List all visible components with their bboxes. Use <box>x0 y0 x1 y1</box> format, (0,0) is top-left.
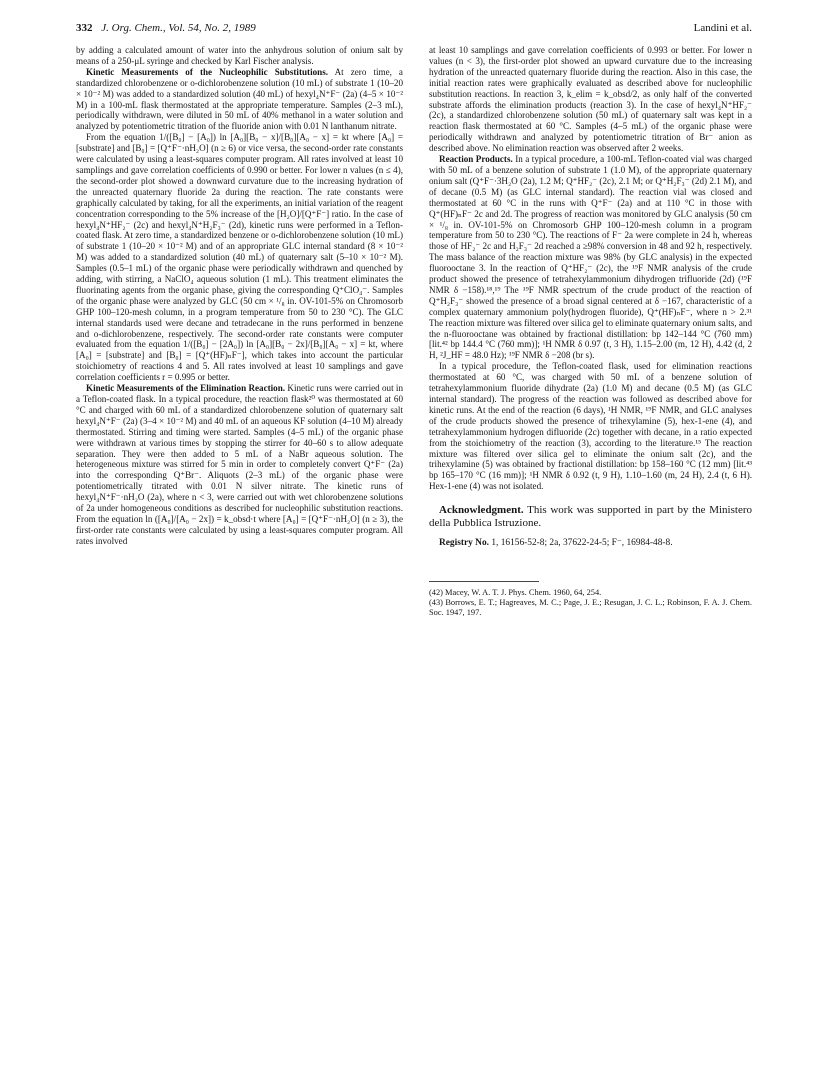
paragraph-text: At zero time, a standardized chlorobenzene or o-dichlorobenzene solution (10 mL) of substrate 1 (10–20 × 10⁻² M) was added to a standardized solution (40 mL) of hexyl₄N⁺F⁻ (2a) (4–5 × 10⁻² M) in a 100-mL flask thermostated at the appropriate temperature. Samples (2–3 mL), periodically withdrawn, were diluted in 50 mL of 40% methanol in a water solution and analyzed by potentiometric titration of the fluoride anion with 0.01 N lanthanum nitrate. <box>76 66 403 132</box>
registry-numbers <box>429 538 752 549</box>
footnote-divider <box>429 581 539 582</box>
paragraph-reaction-products <box>429 154 752 361</box>
right-column <box>429 45 752 618</box>
page-number: 332 <box>76 22 93 34</box>
section-heading: Kinetic Measurements of the Nucleophilic Substitutions. <box>86 66 329 77</box>
paragraph-nucleophilic-kinetics <box>76 67 403 132</box>
acknowledgment-text: This work was supported in part by the Ministero della Pubblica Istruzione. <box>429 504 752 530</box>
section-heading: Kinetic Measurements of the Elimination Reaction. <box>86 383 286 394</box>
acknowledgment <box>429 504 752 530</box>
left-column <box>76 45 403 547</box>
paragraph-continuation: at least 10 samplings and gave correlation coefficients of 0.993 or better. For lower n values (n < 3), the first-order plot showed an upward curvature due to the increasing hydration of the unreacted quaternary fluoride during the reaction. Also in this case, the initial reaction rates were graphically evaluated as described above for nucleophilic substitution reactions. In reaction 3, k_elim = k_obsd/2, as only half of the converted substrate affords the elimination products (reaction 3). In the case of hexyl₄N⁺HF₂⁻ (2c), a standardized chlorobenzene solution (50 mL) of quaternary salt was kept in a reaction flask thermostated at 60 °C. Samples (4–5 mL) of the organic phase were periodically withdrawn and analyzed by potentiometric titration of Br⁻ anion as described above. No elimination reaction was observed after 2 weeks. <box>429 45 752 154</box>
paragraph-rate-constants: From the equation 1/([B₀] − [A₀]) ln [A₀][B₀ − x]/[B₀][A₀ − x] = kt where [A₀] = [substrate] and [B₀] = [Q⁺F⁻·nH₂O] (n ≥ 6) or vice versa, the second-order rate constants were calculated by using a least-squares computer program. All rates involved at least 10 samplings and gave correlation coefficients of 0.990 or better. For lower n values (n ≤ 4), the second-order plot showed a downward curvature due to the increasing hydration of the unreacted quaternary fluoride 2a during the reaction. The rate constants were graphically calculated by taking, for all the experiments, an initial variation of the reagent concentration corresponding to the 5% increase of the [H₂O]/[Q⁺F⁻] ratio. In the case of hexyl₄N⁺HF₂⁻ (2c) and hexyl₄N⁺H₂F₃⁻ (2d), kinetic runs were performed in a Teflon-coated flask. At zero time, a standardized benzene or o-dichlorobenzene solution (10 mL) of substrate 1 (10–20 × 10⁻² M) and of an appropriate GLC internal standard (8 × 10⁻² M) was added to a standardized solution (40 mL) of quaternary salt (5–10 × 10⁻² M). Samples (0.5–1 mL) of the organic phase were periodically withdrawn and quenched by adding, with stirring, a NaClO₄ aqueous solution (1 mL). This treatment eliminates the fluorinating agents from the organic phase, giving the corresponding Q⁺ClO₄⁻. Samples of the organic phase were analyzed by GLC (50 cm × ¹/₈ in. OV-101-5% on Chromosorb GHP 100–120-mesh column, in a program temperature from 50 to 230 °C). The GLC internal standards used were decane and tetradecane in the runs performed in benzene and o-dichlorobenzene, respectively. The second-order rate constants were computer evaluated from the equation 1/([B₀] − [2A₀]) ln [A₀][B₀ − 2x]/[B₀][A₀ − x] = kt, where [A₀] = [substrate] and [B₀] = [Q⁺(HF)ₙF⁻], which takes into account the particular stoichiometry of reactions 4 and 5. All rates involved at least 10 samplings and gave correlation coefficients r = 0.995 or better. <box>76 132 403 383</box>
paragraph-text: In a typical procedure, a 100-mL Teflon-coated vial was charged with 50 mL of a benzene solution of substrate 1 (1.0 M), of the appropriate quaternary onium salt (Q⁺F⁻·3H₂O (2a), 1.2 M; Q⁺HF₂⁻ (2c), 2.1 M; or Q⁺H₂F₃⁻ (2d) 2.1 M), and of decane (0.5 M) (as GLC internal standard). The reaction vial was closed and thermostated at 60 °C in the runs with Q⁺F⁻ (2a) and at 110 °C in those with Q⁺(HF)ₙF⁻ 2c and 2d. The progress of reaction was monitored by GLC analysis (50 cm × ¹/₈ in. OV-101-5% on Chromosorb GHP 100–120-mesh column in a program temperature from 50 to 230 °C). The reactions of F⁻ 2a were complete in 24 h, whereas those of HF₂⁻ 2c and H₂F₃⁻ 2d reached a ≥98% conversion in 48 and 92 h, respectively. The mass balance of the reaction mixture was 98% (by GLC analysis) in the expected fluorooctane 3. In the reaction of Q⁺HF₂⁻ (2c), the ¹⁹F NMR analysis of the crude product showed the presence of tetrahexylammonium dihydrogen trifluoride (2d) (¹⁹F NMR δ −158).¹⁸,¹⁹ The ¹⁹F NMR spectrum of the crude product of the reaction of Q⁺H₂F₃⁻ showed the presence of a broad signal centered at δ −167, characteristic of a complex quaternary ammonium poly(hydrogen fluoride), Q⁺(HF)ₙF⁻, where n > 2.³¹ The reaction mixture was filtered over silica gel to eliminate quaternary onium salts, and the n-fluorooctane was obtained by fractional distillation: bp 142–144 °C (760 mm) [lit.⁴² bp 144.4 °C (760 mm)]; ¹H NMR δ 0.97 (t, 3 H), 1.15–2.00 (m, 12 H), 4.42 (d, 2 H, ²J_HF = 48.0 Hz); ¹⁹F NMR δ −208 (br s). <box>429 154 752 361</box>
paragraph-continuation: by adding a calculated amount of water into the anhydrous solution of onium salt by means of a 250-μL syringe and checked by Karl Fischer analysis. <box>76 45 403 66</box>
registry-text: 1, 16156-52-8; 2a, 37622-24-5; F⁻, 16984-48-8. <box>491 538 673 549</box>
running-header <box>76 22 752 38</box>
paragraph-typical-procedure: In a typical procedure, the Teflon-coated flask, used for elimination reactions thermostated at 60 °C, was charged with 50 mL of a benzene solution of tetrahexylammonium fluoride dihydrate (2a) (1.0 M) and decane (0.5 M) (as GLC internal standard). The progress of the reaction was followed as described above for kinetic runs. At the end of the reaction (6 days), ¹H NMR, ¹⁹F NMR, and GLC analyses of the crude products showed the presence of trihexylamine (5), hex-1-ene (4), and tetrahexylammonium hydrogen difluoride (2c) together with decane, in a ratio expected from the stoichiometry of the reaction (3), according to the literature.¹⁵ The reaction mixture was filtered over silica gel to eliminate the onium salt (2c), and the trihexylamine (5) was obtained by fractional distillation: bp 158–160 °C (12 mm) [lit.⁴³ bp 165–170 °C (16 mm)]; ¹H NMR δ 0.92 (t, 9 H), 1.10–1.60 (m, 24 H), 2.4 (t, 6 H). Hex-1-ene (4) was not isolated. <box>429 361 752 492</box>
paragraph-elimination-kinetics <box>76 383 403 547</box>
footnote-42: (42) Macey, W. A. T. J. Phys. Chem. 1960, 64, 254. <box>429 588 602 598</box>
acknowledgment-heading: Acknowledgment. <box>439 504 524 517</box>
journal-citation: J. Org. Chem., Vol. 54, No. 2, 1989 <box>101 22 256 34</box>
running-authors: Landini et al. <box>693 22 752 34</box>
section-heading: Reaction Products. <box>439 154 513 165</box>
footnote-43: (43) Borrows, E. T.; Hagreaves, M. C.; Page, J. E.; Resugan, J. C. L.; Robinson, F. A. J. Chem. Soc. 1947, 197. <box>429 598 752 618</box>
registry-heading: Registry No. <box>439 538 489 549</box>
paragraph-text: Kinetic runs were carried out in a Teflon-coated flask. In a typical procedure, the reaction flask²⁰ was thermostated at 60 °C and charged with 60 mL of a standardized chlorobenzene solution of quaternary salt hexyl₄N⁺F⁻ (2a) (3–4 × 10⁻² M) and 40 mL of an aqueous KF solution (4–10 M) already thermostated. Stirring and timing were started. Samples (4–5 mL) of the organic phase were withdrawn at various times by stopping the stirrer for 40–60 s to allow adequate separation. They were then added to 5 mL of a NaBr aqueous solution. The heterogeneous mixture was stirred for 5 min in order to completely convert Q⁺F⁻ (2a) into the corresponding Q⁺Br⁻. Aliquots (2–3 mL) of the organic phase were potentiometrically titrated with 0.01 N silver nitrate. The kinetic runs of hexyl₄N⁺F⁻·nH₂O (2a), where n < 3, were carried out with wet chlorobenzene solutions of 2a under homogeneous conditions as described for nucleophilic substitution reactions. From the equation ln ([A₀]/[A₀ − 2x]) = k_obsd·t where [A₀] = [Q⁺F⁻·nH₂O] (n ≥ 3), the first-order rate constants were calculated by using a least-squares computer program. All rates involved <box>76 383 404 546</box>
